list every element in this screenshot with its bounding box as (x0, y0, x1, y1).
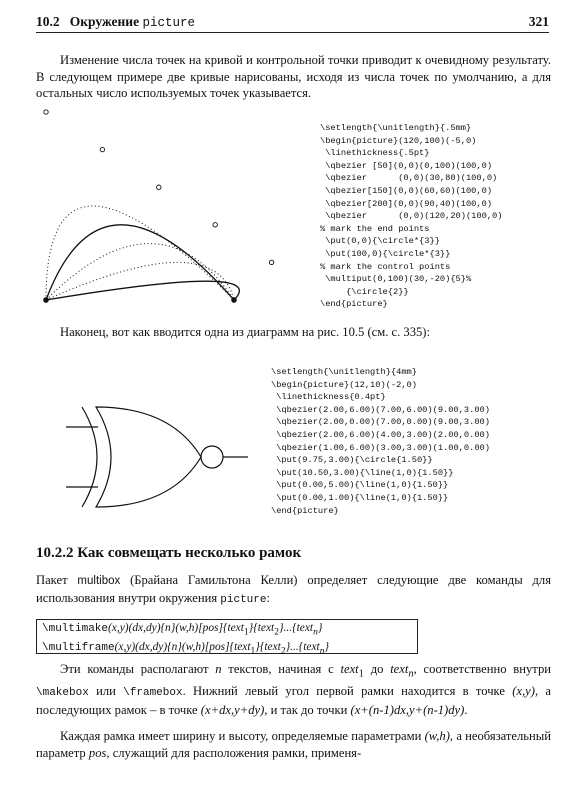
inversion-bubble (201, 446, 223, 468)
running-header (36, 12, 549, 32)
control-point-3 (157, 185, 161, 189)
syntax-line-multiframe: \multiframe(x,y)(dx,dy){n}(w,h)[pos]{text$_1$}{text$_2$}...{text$_n$} (42, 641, 329, 657)
middle-paragraph: Наконец, вот как вводится одна из диаграмм на рис. 10.5 (см. с. 335): (60, 325, 430, 339)
makebox-cmd: \makebox (36, 687, 89, 700)
syntax-box (36, 619, 418, 657)
bezier-curve-5 (46, 281, 239, 300)
page-number: 321 (528, 14, 549, 29)
section-title: Окружение (69, 14, 140, 29)
bezier-curve-3 (46, 244, 234, 300)
subsection-heading (36, 545, 301, 562)
end-point-1 (43, 297, 49, 303)
control-point-5 (269, 260, 273, 264)
control-point-4 (213, 223, 217, 227)
header-section (36, 14, 195, 30)
subsection-title: Как совмещать несколько рамок (77, 545, 302, 561)
package-paragraph: Пакет multibox (Брайана Гамильтона Келли) определяет следующие две команды для использования внутри окружения picture: (36, 573, 551, 606)
code-block-nand: \setlength{\unitlength}{4mm} \begin{picture}(12,10)(-2,0) \linethickness{0.4pt} \qbezier(2.00,6.00)(7.00,6.00)(9.00,3.00) \qbezier(2.00,0.00)(7.00,0.00)(9.00,3.00) \qbezier(2.00,6.00)(4.00,3.00)(2.00,0.00) \qbezier(1.00,6.00)(3.00,3.00)(1.00,0.00) \put(9.75,3.00){\circle{1.50}} \put(10.50,3.00){\line(1,0){1.50}} \put(0.00,5.00){\line(1,0){1.50}} \put(0.00,1.00){\line(1,0){1.50}} \end{picture} (271, 367, 490, 516)
subsection-number: 10.2.2 (36, 545, 74, 561)
end-point-2 (231, 297, 237, 303)
package-name: multibox (77, 575, 121, 587)
bezier-curve-2 (46, 225, 234, 300)
env-name: picture (220, 593, 267, 606)
intro-paragraph: Изменение числа точек на кривой и контрольной точки приводит к очевидному результату. В следующем примере две кривые нарисованы, исходя из числа точек по умолчанию, а для остальных число используемых точек указывается. (36, 53, 551, 100)
cmd-multiframe: \multiframe (42, 642, 115, 655)
bezier-curves (46, 206, 239, 300)
cmd-multimake: \multimake (42, 623, 109, 635)
syntax-line-multimake: \multimake(x,y)(dx,dy){n}(w,h)[pos]{text$_1$}{text$_2$}...{text$_n$} (42, 622, 323, 638)
paragraph-dimensions: Каждая рамка имеет ширину и высоту, определяемые параметрами (w,h), а необязательный параметр pos, служащий для расположения рамки, применя- (36, 729, 551, 760)
gate-back-curve (82, 407, 97, 507)
gate-body-curve (96, 407, 201, 507)
nand-gate-figure (56, 398, 256, 508)
header-rule (36, 32, 549, 33)
framebox-cmd: \framebox (123, 687, 183, 700)
section-number: 10.2 (36, 14, 60, 29)
paragraph-commands: Эти команды располагают n текстов, начиная с text$_1$ до text$_n$, соответственно внутри \makebox или \framebox. Нижний левый угол первой рамки находится в точке (x,y), а последующих рамок – в точке (x+dx,y+dy), и так до точки (x+(n-1)dx,y+(n-1)dy). (36, 662, 552, 717)
bezier-figure (36, 108, 306, 313)
code-block-bezier: \setlength{\unitlength}{.5mm} \begin{picture}(120,100)(-5,0) \linethickness{.5pt} \qbezier [50](0,0)(0,100)(100,0) \qbezier (0,0)(30,80)(100,0) \qbezier[150](0,0)(60,60)(100,0) \qbezier[200](0,0)(90,40)(100,0) \qbezier (0,0)(120,20)(100,0) % mark the end points \put(0,0){\circle*{3}} \put(100,0){\circle*{3}} % mark the control points \multiput(0,100)(30,-20){5}% {\circle{2}} \end{picture} (320, 123, 503, 310)
end-points (43, 297, 237, 303)
control-points (44, 110, 274, 265)
section-code: picture (142, 16, 195, 30)
control-point-2 (100, 147, 104, 151)
control-point-1 (44, 110, 48, 114)
